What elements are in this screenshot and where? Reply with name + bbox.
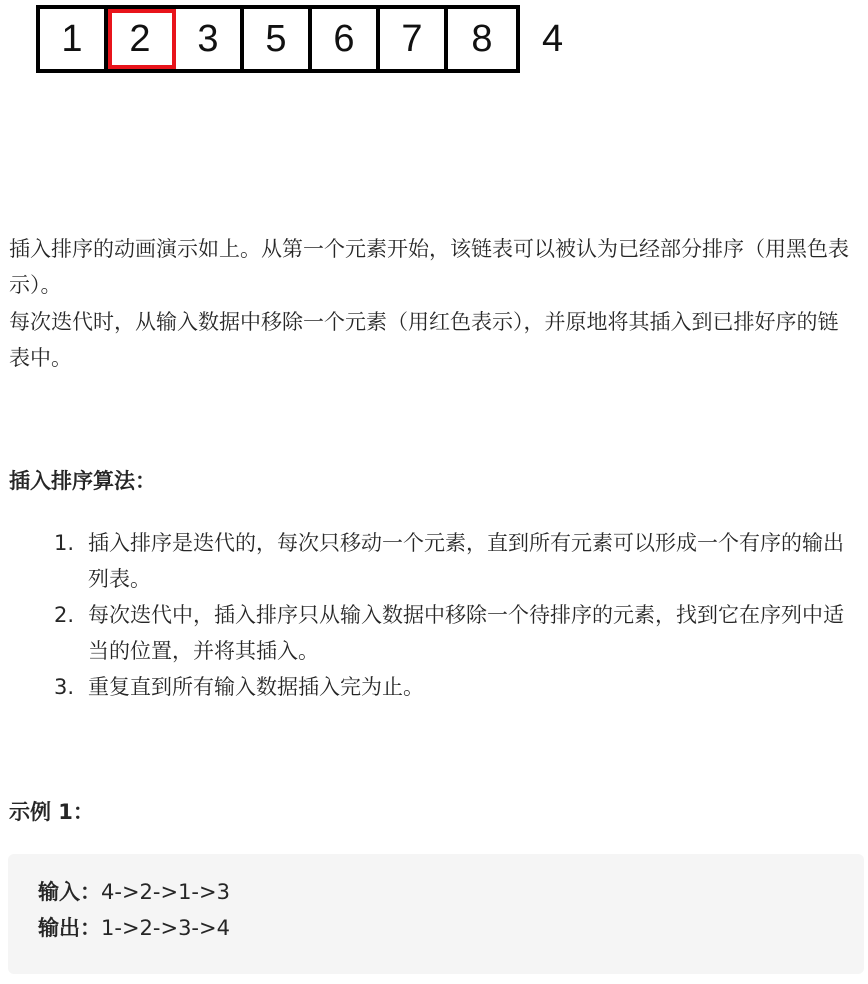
step-number: 1. bbox=[54, 531, 75, 555]
list-node: 1 bbox=[40, 9, 108, 69]
example-input-line bbox=[38, 874, 834, 910]
list-item bbox=[54, 669, 854, 705]
list-node: 7 bbox=[380, 9, 448, 69]
example-heading: 示例 1： bbox=[9, 800, 94, 824]
sorted-list bbox=[36, 5, 520, 73]
insertion-sort-animation bbox=[36, 5, 563, 73]
list-node: 3 bbox=[176, 9, 244, 69]
list-node-active: 2 bbox=[108, 9, 176, 69]
list-node: 5 bbox=[244, 9, 312, 69]
pending-element: 4 bbox=[542, 17, 564, 60]
algorithm-heading: 插入排序算法： bbox=[9, 469, 156, 493]
input-value: 4->2->1->3 bbox=[101, 880, 230, 904]
step-text: 每次迭代中，插入排序只从输入数据中移除一个待排序的元素，找到它在序列中适当的位置，并将其插入。 bbox=[88, 603, 844, 663]
step-text: 插入排序是迭代的，每次只移动一个元素，直到所有元素可以形成一个有序的输出列表。 bbox=[88, 531, 844, 591]
description-paragraph-2: 每次迭代时，从输入数据中移除一个元素（用红色表示），并原地将其插入到已排好序的链表中。 bbox=[9, 310, 839, 370]
algorithm-steps bbox=[54, 525, 854, 705]
list-node: 6 bbox=[312, 9, 380, 69]
description-paragraph-1: 插入排序的动画演示如上。从第一个元素开始，该链表可以被认为已经部分排序（用黑色表示）。 bbox=[9, 237, 849, 297]
step-text: 重复直到所有输入数据插入完为止。 bbox=[88, 675, 424, 699]
list-item bbox=[54, 597, 854, 669]
example-code-block bbox=[8, 854, 864, 974]
step-number: 3. bbox=[54, 675, 75, 699]
output-label: 输出： bbox=[38, 916, 101, 940]
list-node: 8 bbox=[448, 9, 516, 69]
example-output-line bbox=[38, 910, 834, 946]
output-value: 1->2->3->4 bbox=[101, 916, 230, 940]
step-number: 2. bbox=[54, 603, 75, 627]
input-label: 输入： bbox=[38, 880, 101, 904]
list-item bbox=[54, 525, 854, 597]
